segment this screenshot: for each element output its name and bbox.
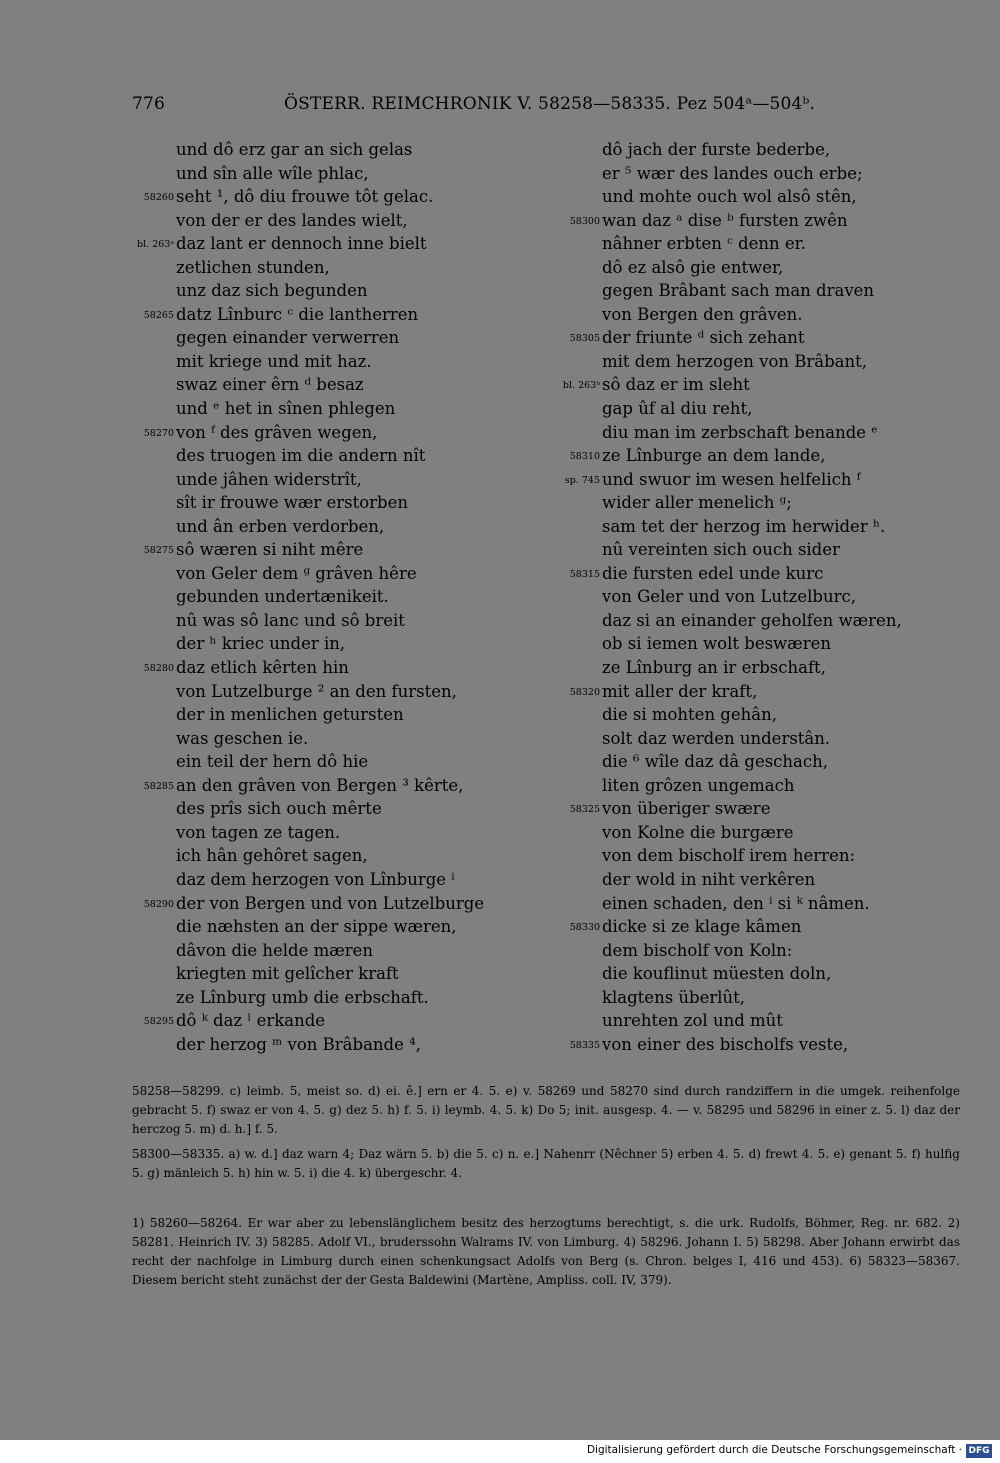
verse-text: sît ir frouwe wær erstorben <box>176 493 409 513</box>
verse-text: und swuor im wesen helfelich ᶠ <box>602 469 861 489</box>
verse-line <box>132 585 542 609</box>
verse-text: dicke si ze klage kâmen <box>602 917 802 937</box>
page-header <box>132 94 842 118</box>
apparatus-block-1: 58258—58299. c) leimb. 5, meist so. d) ei. ê.] ern er 4. 5. e) v. 58269 und 58270 sind durch randziffern in die umgek. reihenfolge gebracht 5. f) swaz er von 4. 5. g) dez 5. h) f. 5. i) leymb. 4. 5. k) Do 5; init. ausgesp. 4. — v. 58295 und 58296 in einer z. 5. l) daz der herczog 5. m) d. h.] f. 5. <box>132 1084 960 1136</box>
verse-text: von ᶠ des grâven wegen, <box>176 422 378 442</box>
verse-number: 58325 <box>569 804 600 816</box>
verse-line <box>558 232 958 256</box>
verse-text: des prîs sich ouch mêrte <box>176 799 382 819</box>
verse-text: des truogen im die andern nît <box>176 446 426 466</box>
verse-line <box>558 421 958 445</box>
verse-number: 58335 <box>569 1039 600 1051</box>
verse-line <box>558 373 958 397</box>
verse-line <box>558 680 958 704</box>
verse-line <box>558 915 958 939</box>
verse-line <box>558 703 958 727</box>
right-verse-column <box>558 138 958 1056</box>
verse-line <box>132 727 542 751</box>
verse-line <box>558 397 958 421</box>
verse-line <box>132 680 542 704</box>
running-title: ÖSTERR. REIMCHRONIK V. 58258—58335. Pez 504ᵃ—504ᵇ. <box>284 94 816 114</box>
verse-line <box>558 868 958 892</box>
verse-line <box>132 468 542 492</box>
verse-text: von dem bischolf irem herren: <box>602 846 856 866</box>
verse-text: nû vereinten sich ouch sider <box>602 540 840 560</box>
verse-line <box>132 986 542 1010</box>
verse-line <box>558 797 958 821</box>
verse-text: swaz einer êrn ᵈ besaz <box>176 375 364 395</box>
verse-text: zetlichen stunden, <box>176 257 330 277</box>
verse-line <box>558 727 958 751</box>
verse-line <box>558 185 958 209</box>
verse-text: gebunden undertænikeit. <box>176 587 389 607</box>
verse-line <box>558 326 958 350</box>
verse-text: von überiger swære <box>602 799 771 819</box>
verse-text: unde jâhen widerstrît, <box>176 469 362 489</box>
verse-line <box>558 609 958 633</box>
verse-text: von tagen ze tagen. <box>176 822 341 842</box>
verse-text: daz dem herzogen von Lînburge ⁱ <box>176 869 455 889</box>
verse-line <box>132 326 542 350</box>
verse-text: dâvon die helde mæren <box>176 940 374 960</box>
verse-number: bl. 263ᵇ <box>562 380 600 392</box>
verse-text: der herzog ᵐ von Brâbande ⁴, <box>176 1034 421 1054</box>
verse-number: 58310 <box>569 451 600 463</box>
verse-line <box>132 256 542 280</box>
verse-line <box>132 939 542 963</box>
verse-text: gegen Brâbant sach man draven <box>602 281 875 301</box>
verse-text: solt daz werden understân. <box>602 728 831 748</box>
verse-text: daz etlich kêrten hin <box>176 658 349 678</box>
verse-text: gegen einander verwerren <box>176 328 400 348</box>
verse-text: ze Lînburg umb die erbschaft. <box>176 987 429 1007</box>
verse-text: sam tet der herzog im herwider ʰ. <box>602 516 886 536</box>
verse-text: unrehten zol und mût <box>602 1011 783 1031</box>
verse-text: seht ¹, dô diu frouwe tôt gelac. <box>176 187 434 207</box>
verse-text: ze Lînburge an dem lande, <box>602 446 826 466</box>
verse-text: ich hân gehôret sagen, <box>176 846 368 866</box>
verse-number: 58320 <box>569 686 600 698</box>
verse-line <box>558 844 958 868</box>
verse-line <box>558 209 958 233</box>
verse-line <box>558 750 958 774</box>
verse-line <box>132 750 542 774</box>
verse-text: der ʰ kriec under in, <box>176 634 346 654</box>
verse-line <box>132 209 542 233</box>
verse-text: und ᵉ het in sînen phlegen <box>176 399 396 419</box>
verse-line <box>558 303 958 327</box>
verse-text: mit aller der kraft, <box>602 681 758 701</box>
footnotes <box>132 1214 960 1290</box>
verse-text: die fursten edel unde kurc <box>602 563 824 583</box>
verse-number: bl. 263ᵃ <box>137 239 174 251</box>
verse-line <box>558 256 958 280</box>
verse-text: wider aller menelich ᵍ; <box>602 493 792 513</box>
verse-line <box>558 562 958 586</box>
verse-text: die si mohten gehân, <box>602 705 777 725</box>
verse-line <box>132 774 542 798</box>
left-verse-column <box>132 138 542 1056</box>
verse-line <box>558 962 958 986</box>
verse-text: und mohte ouch wol alsô stên, <box>602 187 857 207</box>
verse-text: an den grâven von Bergen ³ kêrte, <box>176 775 464 795</box>
verse-text: von Geler dem ᵍ grâven hêre <box>176 563 417 583</box>
verse-line <box>132 632 542 656</box>
verse-line <box>558 138 958 162</box>
verse-text: von Bergen den grâven. <box>602 304 803 324</box>
verse-line <box>558 444 958 468</box>
verse-line <box>132 962 542 986</box>
verse-line <box>558 821 958 845</box>
verse-line <box>132 797 542 821</box>
verse-line <box>132 868 542 892</box>
verse-line <box>132 421 542 445</box>
verse-text: von einer des bischolfs veste, <box>602 1034 849 1054</box>
verse-text: unz daz sich begunden <box>176 281 368 301</box>
verse-line <box>558 350 958 374</box>
verse-line <box>558 279 958 303</box>
verse-number: 58315 <box>569 568 600 580</box>
verse-line <box>132 915 542 939</box>
verse-number: 58290 <box>143 898 174 910</box>
verse-text: er ⁵ wær des landes ouch erbe; <box>602 163 863 183</box>
verse-line <box>132 609 542 633</box>
verse-text: liten grôzen ungemach <box>602 775 795 795</box>
verse-line <box>132 397 542 421</box>
verse-text: gap ûf al diu reht, <box>602 399 753 419</box>
verse-text: der wold in niht verkêren <box>602 869 816 889</box>
verse-text: klagtens überlût, <box>602 987 746 1007</box>
verse-text: dem bischolf von Koln: <box>602 940 793 960</box>
verse-text: mit kriege und mit haz. <box>176 351 372 371</box>
verse-text: ze Lînburg an ir erbschaft, <box>602 658 826 678</box>
verse-line <box>558 986 958 1010</box>
verse-text: der friunte ᵈ sich zehant <box>602 328 805 348</box>
footer-credit: Digitalisierung gefördert durch die Deutsche Forschungsgemeinschaft · <box>586 1444 962 1456</box>
verse-text: kriegten mit gelîcher kraft <box>176 964 399 984</box>
verse-line <box>132 162 542 186</box>
verse-text: nû was sô lanc und sô breit <box>176 610 405 630</box>
verse-line <box>132 515 542 539</box>
verse-line <box>132 491 542 515</box>
verse-line <box>558 468 958 492</box>
verse-line <box>558 656 958 680</box>
verse-line <box>558 538 958 562</box>
verse-text: nâhner erbten ᶜ denn er. <box>602 234 806 254</box>
verse-line <box>558 491 958 515</box>
verse-number: sp. 745 <box>564 474 600 486</box>
verse-number: 58275 <box>143 545 174 557</box>
verse-text: von Geler und von Lutzelburc, <box>602 587 856 607</box>
verse-text: diu man im zerbschaft benande ᵉ <box>602 422 878 442</box>
verse-text: und ân erben verdorben, <box>176 516 385 536</box>
verse-text: die kouflinut müesten doln, <box>602 964 832 984</box>
digitization-footer <box>0 1440 1000 1463</box>
verse-line <box>132 232 542 256</box>
verse-line <box>132 703 542 727</box>
verse-line <box>558 632 958 656</box>
verse-line <box>132 562 542 586</box>
verse-text: dô ᵏ daz ˡ erkande <box>176 1011 326 1031</box>
verse-line <box>558 1033 958 1057</box>
verse-text: die næhsten an der sippe wæren, <box>176 917 457 937</box>
verse-text: was geschen ie. <box>176 728 309 748</box>
verse-text: mit dem herzogen von Brâbant, <box>602 351 867 371</box>
verse-line <box>132 892 542 916</box>
verse-line <box>132 844 542 868</box>
footnotes-text: 1) 58260—58264. Er war aber zu lebenslänglichem besitz des herzogtums berechtigt, s. die urk. Rudolfs, Böhmer, Reg. nr. 682. 2) 58281. Heinrich IV. 3) 58285. Adolf VI., bruderssohn Walrams IV. von Limburg. 4) 58296. Johann I. 5) 58298. Aber Johann erwirbt das recht der nachfolge in Limburg durch einen schenkungsact Adolfs von Berg (s. Chron. belges I, 416 und 453). 6) 58323—58367. Diesem bericht steht zunächst der der Gesta Baldewini (Martène, Ampliss. coll. IV, 379). <box>132 1216 960 1287</box>
verse-text: sô wæren si niht mêre <box>176 540 364 560</box>
verse-number: 58270 <box>143 427 174 439</box>
verse-line <box>558 1009 958 1033</box>
verse-text: von Kolne die burgære <box>602 822 794 842</box>
verse-text: datz Lînburc ᶜ die lantherren <box>176 304 419 324</box>
verse-text: der in menlichen getursten <box>176 705 404 725</box>
verse-text: und dô erz gar an sich gelas <box>176 140 413 159</box>
verse-line <box>132 373 542 397</box>
verse-line <box>558 585 958 609</box>
verse-text: die ⁶ wîle daz dâ geschach, <box>602 752 828 772</box>
verse-number: 58285 <box>143 780 174 792</box>
verse-line <box>558 939 958 963</box>
verse-number: 58295 <box>143 1016 174 1028</box>
verse-text: von Lutzelburge ² an den fursten, <box>176 681 457 701</box>
verse-line <box>132 1009 542 1033</box>
verse-text: der von Bergen und von Lutzelburge <box>176 893 485 913</box>
apparatus-block-2: 58300—58335. a) w. d.] daz warn 4; Daz wärn 5. b) die 5. c) n. e.] Nahenrr (Nêchner 5) erben 4. 5. d) frewt 4. 5. e) genant 5. f) hulfig 5. g) mänleich 5. h) hin w. 5. i) die 4. k) übergeschr. 4. <box>132 1147 960 1180</box>
verse-text: wan daz ᵃ dise ᵇ fursten zwên <box>602 210 848 230</box>
verse-line <box>132 138 542 162</box>
verse-number: 58305 <box>569 333 600 345</box>
verse-line <box>132 656 542 680</box>
verse-line <box>132 350 542 374</box>
verse-text: ob si iemen wolt beswæren <box>602 634 831 654</box>
verse-text: von der er des landes wielt, <box>176 210 408 230</box>
verse-number: 58265 <box>143 309 174 321</box>
verse-text: daz lant er dennoch inne bielt <box>176 234 427 254</box>
verse-line <box>132 1033 542 1057</box>
verse-text: daz si an einander geholfen wæren, <box>602 610 902 630</box>
page-number: 776 <box>132 94 166 114</box>
verse-line <box>558 774 958 798</box>
verse-text: sô daz er im sleht <box>602 375 750 395</box>
dfg-logo: DFG <box>966 1444 992 1458</box>
verse-line <box>132 303 542 327</box>
verse-line <box>558 892 958 916</box>
verse-number: 58260 <box>143 192 174 204</box>
verse-number: 58330 <box>569 922 600 934</box>
verse-line <box>558 515 958 539</box>
verse-text: und sîn alle wîle phlac, <box>176 163 369 183</box>
verse-line <box>132 185 542 209</box>
verse-text: einen schaden, den ⁱ si ᵏ nâmen. <box>602 893 870 913</box>
verse-text: dô ez alsô gie entwer, <box>602 257 784 277</box>
verse-line <box>558 162 958 186</box>
verse-number: 58280 <box>143 663 174 675</box>
verse-line <box>132 279 542 303</box>
verse-text: ein teil der hern dô hie <box>176 752 369 772</box>
verse-text: dô jach der furste bederbe, <box>602 140 831 159</box>
verse-line <box>132 538 542 562</box>
verse-line <box>132 444 542 468</box>
verse-number: 58300 <box>569 215 600 227</box>
verse-line <box>132 821 542 845</box>
critical-apparatus <box>132 1082 960 1189</box>
